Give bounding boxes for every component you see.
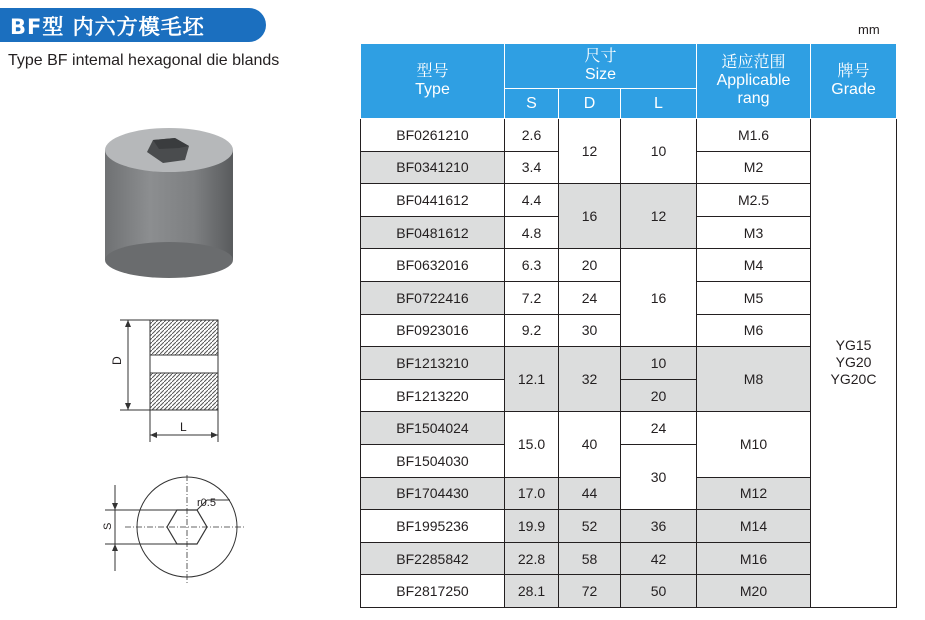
cell-type: BF1995236	[361, 510, 505, 543]
cell-d: 44	[559, 477, 621, 510]
unit-label: mm	[858, 22, 880, 37]
cell-d: 40	[559, 412, 621, 477]
cell-l: 50	[621, 575, 697, 608]
cell-applicable: M20	[697, 575, 811, 608]
cell-type: BF0632016	[361, 249, 505, 282]
cell-type: BF1704430	[361, 477, 505, 510]
cell-d: 52	[559, 510, 621, 543]
cell-s: 15.0	[505, 412, 559, 477]
cell-type: BF0261210	[361, 119, 505, 152]
cell-s: 28.1	[505, 575, 559, 608]
col-header-l: L	[621, 89, 697, 119]
cell-s: 4.4	[505, 184, 559, 217]
cell-applicable: M1.6	[697, 119, 811, 152]
dim-s-label: S	[102, 522, 114, 530]
cell-applicable: M10	[697, 412, 811, 477]
cell-l: 42	[621, 542, 697, 575]
cell-s: 4.8	[505, 216, 559, 249]
cell-l: 24	[621, 412, 697, 445]
col-header-s: S	[505, 89, 559, 119]
spec-table	[360, 43, 897, 608]
cell-applicable: M8	[697, 347, 811, 412]
cell-d: 32	[559, 347, 621, 412]
dim-l-label: L	[180, 420, 187, 434]
cell-type: BF0923016	[361, 314, 505, 347]
cell-type: BF1213210	[361, 347, 505, 380]
product-render	[95, 120, 255, 280]
cell-applicable: M6	[697, 314, 811, 347]
cell-type: BF0341210	[361, 151, 505, 184]
cell-applicable: M3	[697, 216, 811, 249]
cell-applicable: M12	[697, 477, 811, 510]
cell-applicable: M2	[697, 151, 811, 184]
title-bar	[0, 8, 266, 42]
cell-s: 3.4	[505, 151, 559, 184]
cell-l: 10	[621, 347, 697, 380]
col-header-type: 型号 Type	[361, 44, 505, 119]
cell-l: 36	[621, 510, 697, 543]
cell-d: 20	[559, 249, 621, 282]
cell-s: 12.1	[505, 347, 559, 412]
cell-type: BF0441612	[361, 184, 505, 217]
page-title: BF型 内六方模毛坯	[10, 15, 205, 39]
cell-l: 10	[621, 119, 697, 184]
cell-applicable: M2.5	[697, 184, 811, 217]
cell-type: BF1504024	[361, 412, 505, 445]
cell-d: 72	[559, 575, 621, 608]
cell-grade: YG15 YG20 YG20C	[811, 119, 897, 608]
col-header-grade: 牌号 Grade	[811, 44, 897, 119]
cell-l: 12	[621, 184, 697, 249]
col-header-applicable: 适应范围 Applicable rang	[697, 44, 811, 119]
cell-d: 12	[559, 119, 621, 184]
cell-d: 30	[559, 314, 621, 347]
cell-type: BF0481612	[361, 216, 505, 249]
cell-type: BF2817250	[361, 575, 505, 608]
cell-type: BF0722416	[361, 281, 505, 314]
table-row	[361, 119, 897, 152]
cell-d: 16	[559, 184, 621, 249]
cell-applicable: M4	[697, 249, 811, 282]
cell-type: BF2285842	[361, 542, 505, 575]
col-header-d: D	[559, 89, 621, 119]
cell-s: 6.3	[505, 249, 559, 282]
front-view-drawing	[95, 475, 255, 585]
cell-s: 22.8	[505, 542, 559, 575]
dim-r-label: r0.5	[197, 497, 216, 509]
col-header-size: 尺寸 Size	[505, 44, 697, 89]
cell-d: 58	[559, 542, 621, 575]
cell-s: 17.0	[505, 477, 559, 510]
cell-l: 20	[621, 379, 697, 412]
cell-applicable: M16	[697, 542, 811, 575]
cell-applicable: M5	[697, 281, 811, 314]
side-section-drawing	[100, 310, 240, 445]
cell-d: 24	[559, 281, 621, 314]
cell-s: 19.9	[505, 510, 559, 543]
page-subtitle: Type BF intemal hexagonal die blands	[8, 52, 280, 69]
cell-l: 30	[621, 444, 697, 509]
cell-s: 9.2	[505, 314, 559, 347]
cell-l: 16	[621, 249, 697, 347]
cell-type: BF1504030	[361, 444, 505, 477]
cell-s: 2.6	[505, 119, 559, 152]
cell-s: 7.2	[505, 281, 559, 314]
cell-type: BF1213220	[361, 379, 505, 412]
dim-d-label: D	[110, 356, 124, 365]
cell-applicable: M14	[697, 510, 811, 543]
